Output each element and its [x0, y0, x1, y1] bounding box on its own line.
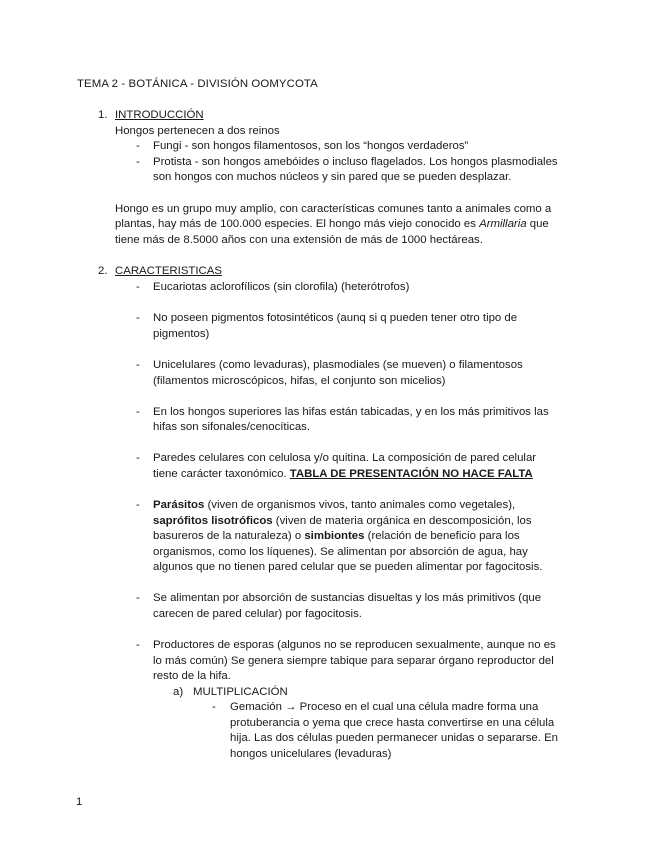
section-2-bullet-8-line-2: lo más común) Se genera siempre tabique para separar órgano reproductor del: [153, 655, 554, 667]
section-2-bullet-7-line-1: Se alimentan por absorción de sustancias disueltas y los más primitivos (que: [153, 592, 542, 604]
bullet-dash: -: [136, 592, 140, 604]
bold-term: Parásitos: [153, 499, 205, 511]
section-1-intro: Hongos pertenecen a dos reinos: [115, 125, 280, 137]
species-name: Armillaria: [479, 218, 527, 230]
document-title: TEMA 2 - BOTÁNICA - DIVISIÓN OOMYCOTA: [77, 78, 318, 90]
section-2-bullet-8-line-3: resto de la hifa.: [153, 670, 231, 682]
bullet-dash: -: [136, 281, 140, 293]
section-2-bullet-6-line-4: organismos, como los líquenes). Se alimentan por absorción de agua, hay: [153, 546, 528, 558]
bullet-dash: -: [136, 639, 140, 651]
section-1-paragraph-line-1: Hongo es un grupo muy amplio, con características comunes tanto a animales como a: [115, 203, 552, 215]
section-2-bullet-2-line-2: pigmentos): [153, 328, 210, 340]
gemacion-line-3: hija. Las dos células pueden permanecer unidas o separarse. En: [230, 732, 559, 744]
gemacion-line-4: hongos unicelulares (levaduras): [230, 748, 392, 760]
bullet-dash: -: [136, 140, 140, 152]
section-2-bullet-4-line-2: hifas son sifonales/cenocíticas.: [153, 421, 311, 433]
bullet-dash: -: [212, 701, 216, 713]
section-2-bullet-6-line-1: [153, 498, 515, 513]
paragraph-text: plantas, hay más de 100.000 especies. El hongo más viejo conocido es: [115, 218, 476, 230]
section-1-paragraph-line-2: [115, 217, 549, 232]
section-2-bullet-6-line-2: [153, 514, 532, 529]
bold-note: TABLA DE PRESENTACIÓN NO HACE FALTA: [289, 468, 533, 480]
section-2-bullet-6-line-5: algunos que no tienen pared celular que se pueden alimentar por fagocitosis.: [153, 561, 543, 573]
bullet-text: (relación de beneficio para los: [367, 530, 520, 542]
section-2-bullet-3-line-2: (filamentos microscópicos, hifas, el conjunto son micelios): [153, 375, 446, 387]
subsection-a-label: a): [173, 686, 184, 698]
section-1-bullet-1: Fungi - son hongos filamentosos, son los “hongos verdaderos”: [153, 140, 469, 152]
section-2-bullet-7-line-2: carecen de pared celular) por fagocitosis.: [153, 608, 362, 620]
section-1-heading: INTRODUCCIÓN: [115, 109, 204, 121]
bullet-text: tiene carácter taxonómico.: [153, 468, 287, 480]
bullet-dash: -: [136, 156, 140, 168]
section-1-number: 1.: [98, 109, 108, 121]
bold-term: saprófitos lisotróficos: [153, 515, 273, 527]
section-2-bullet-3-line-1: Unicelulares (como levaduras), plasmodiales (se mueven) o filamentosos: [153, 359, 523, 371]
gemacion-line-2: protuberancia o yema que crece hasta convertirse en una célula: [230, 717, 555, 729]
section-2-bullet-8-line-1: Productores de esporas (algunos no se reproducen sexualmente, aunque no es: [153, 639, 556, 651]
section-1-bullet-2-line-2: son hongos con muchos núcleos y sin pared que se pueden desplazar.: [153, 171, 512, 183]
section-2-bullet-5-line-2: [153, 467, 533, 482]
paragraph-text: que: [529, 218, 549, 230]
bullet-text: basureros de la naturaleza) o: [153, 530, 302, 542]
bullet-dash: -: [136, 406, 140, 418]
bullet-dash: -: [136, 312, 140, 324]
section-1-paragraph-line-3: tiene más de 8.5000 años con una extensión de más de 1000 hectáreas.: [115, 234, 483, 246]
section-2-bullet-6-line-3: [153, 529, 520, 544]
section-2-bullet-4-line-1: En los hongos superiores las hifas están tabicadas, y en los más primitivos las: [153, 406, 549, 418]
section-2-bullet-2-line-1: No poseen pigmentos fotosintéticos (aunq si q pueden tener otro tipo de: [153, 312, 518, 324]
bullet-dash: -: [136, 499, 140, 511]
bullet-text: (viven de organismos vivos, tanto animales como vegetales),: [207, 499, 516, 511]
bullet-dash: -: [136, 452, 140, 464]
subsection-a-title: MULTIPLICACIÓN: [193, 686, 288, 698]
section-2-number: 2.: [98, 265, 108, 277]
section-1-bullet-2-line-1: Protista - son hongos amebóides o incluso flagelados. Los hongos plasmodiales: [153, 156, 558, 168]
bold-term: simbiontes: [304, 530, 365, 542]
gemacion-line-1: Gemación → Proceso en el cual una célula madre forma una: [230, 701, 539, 713]
bullet-dash: -: [136, 359, 140, 371]
section-2-bullet-5-line-1: Paredes celulares con celulosa y/o quitina. La composición de pared celular: [153, 452, 537, 464]
page-number: 1: [76, 796, 83, 808]
section-2-heading: CARACTERISTICAS: [115, 265, 222, 277]
bullet-text: (viven de materia orgánica en descomposición, los: [275, 515, 532, 527]
section-2-bullet-1: Eucariotas aclorofílicos (sin clorofila) (heterótrofos): [153, 281, 410, 293]
